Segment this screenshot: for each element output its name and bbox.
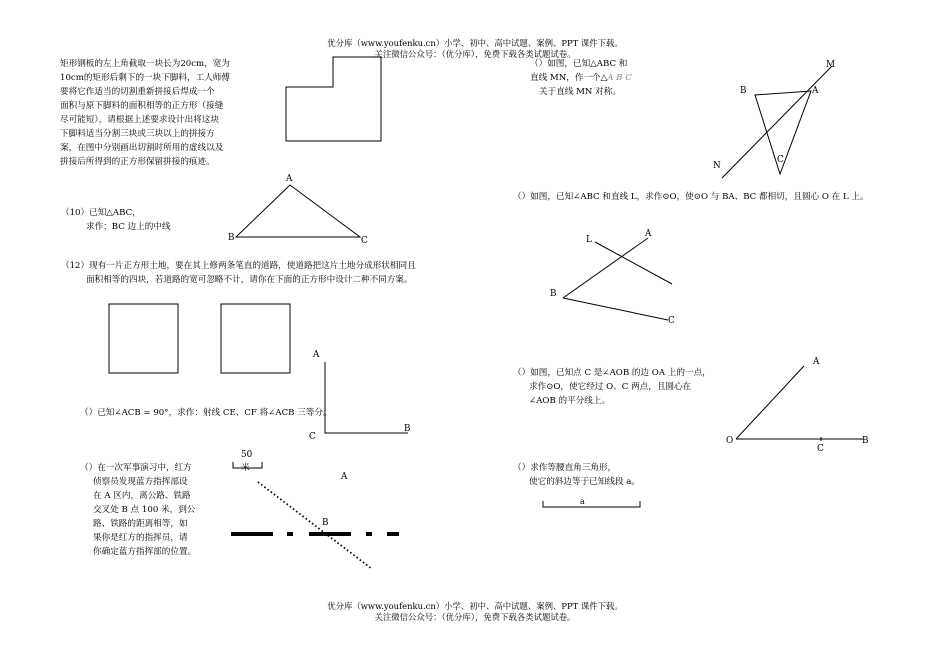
reflect-line-1: （）如图，已知△ABC 和 (530, 59, 628, 69)
railway-seg-5 (387, 532, 399, 536)
acb-label-a: A (313, 350, 320, 360)
reflect-label-c: C (777, 155, 784, 165)
reflect-line-2-prefix: 直线 MN，作一个△ (530, 73, 608, 83)
acb-label-b: B (404, 424, 411, 434)
q10-label-c: C (361, 236, 368, 246)
military-line-5: 路、铁路的距离相等，如 (93, 519, 188, 529)
circle-oc-label-a: A (813, 357, 820, 367)
steel-line-2: 10cm的矩形后剩下的一块下脚料，工人师傅 (60, 73, 230, 83)
steel-line-1: 矩形钢板的左上角截取一块长为20cm，宽为 (60, 59, 230, 69)
railway-seg-4 (366, 532, 372, 536)
q10-label-a: A (286, 174, 293, 184)
military-line-2: 侦察员发现蓝方指挥部设 (93, 477, 188, 487)
steel-line-6: 下脚料适当分割三块或三块以上的拼接方 (60, 129, 215, 139)
reflect-label-a: A (812, 86, 819, 96)
reflect-label-m: M (826, 60, 836, 70)
circle-oc-label-b: B (862, 436, 869, 446)
segment-a-label: a (580, 497, 585, 506)
circle-oc-line-2: 求作⊙O，使它经过 O、C 两点，且圆心在 (529, 382, 692, 392)
square-land-1 (109, 304, 178, 373)
military-line-6: 果你是红方的指挥员，请 (93, 533, 188, 543)
steel-line-3: 要将它作适当的切割重新拼接后焊成一个 (60, 87, 215, 97)
q12-line-2: 面积相等的四块，若道路的宽可忽略不计，请你在下面的正方形中设计二种不同方案。 (86, 275, 413, 285)
q12-line-1: （12）现有一片正方形土地，要在其上修两条笔直的道路，使道路把这片土地分成形状相同且 (61, 261, 416, 271)
railway-seg-2 (287, 532, 293, 536)
steel-line-8: 拼接后所得到的正方形保留拼接的痕迹。 (60, 157, 215, 167)
railway-seg-1 (231, 532, 273, 536)
header-line-1: 优分库（www.youfenku.cn）小学、初中、高中试题、案例、PPT 课件下载。 (327, 38, 623, 48)
tangent-label-b: B (550, 289, 557, 299)
footer-line-1: 优分库（www.youfenku.cn）小学、初中、高中试题、案例、PPT 课件下载。 (327, 601, 623, 611)
circle-oc-line-3: ∠AOB 的平分线上。 (529, 396, 611, 406)
acb-trisect-problem: （）已知∠ACB = 90°，求作：射线 CE、CF 将∠ACB 三等分。 (80, 408, 332, 418)
q10-triangle (236, 185, 360, 237)
square-land-2 (221, 304, 290, 373)
highway-dotted-line (258, 482, 372, 569)
q10-line-2: 求作：BC 边上的中线 (86, 222, 171, 232)
tangent-label-l: L (586, 235, 592, 245)
scale-unit: 米 (241, 463, 250, 473)
isosceles-line-1: （）求作等腰直角三角形， (513, 463, 617, 473)
scale-value: 50 (241, 450, 253, 460)
angle-acb (325, 362, 411, 434)
q10-label-b: B (228, 233, 235, 243)
steel-plate-shape (286, 57, 381, 141)
header-line-2: 关注微信公众号：（优分库），免费下载各类试题试卷。 (374, 49, 576, 59)
military-label-a: A (341, 472, 348, 482)
reflect-label-b: B (740, 86, 747, 96)
ray-bc (563, 298, 668, 320)
circle-oc-line-1: （）如图，已知点 C 是∠AOB 的边 OA 上的一点， (513, 368, 711, 378)
steel-line-5: 尽可能短），请根据上述要求设计出将这块 (60, 115, 219, 125)
tangent-label-c: C (668, 316, 675, 326)
acb-label-c: C (309, 432, 316, 442)
tangent-label-a: A (645, 229, 652, 239)
military-line-3: 在 A 区内，离公路、铁路 (93, 491, 191, 501)
segment-a (543, 501, 640, 507)
reflect-line-2-suffix: A B C (607, 73, 632, 83)
military-line-7: 你确定蓝方指挥部的位置。 (93, 547, 197, 557)
steel-line-4: 面积与原下脚料的面积相等的正方形（接缝 (60, 101, 224, 111)
railway-seg-3 (309, 532, 351, 536)
military-line-1: （）在一次军事演习中，红方 (80, 463, 192, 473)
reflect-line-3: 关于直线 MN 对称。 (539, 87, 621, 97)
ray-ba (563, 238, 648, 298)
circle-oc-label-o: O (726, 436, 734, 446)
q10-line-1: （10）已知△ABC， (61, 208, 141, 218)
circle-oc-label-c: C (817, 444, 824, 454)
reflect-label-n: N (713, 161, 721, 171)
railway-line (231, 532, 399, 536)
tangent-circle-problem: （）如图，已知∠ABC 和直线 L，求作⊙O，使⊙O 与 BA、BC 都相切，且圆心 O 在 L 上。 (513, 192, 869, 202)
footer-line-2: 关注微信公众号：（优分库），免费下载各类试题试卷。 (374, 612, 576, 622)
military-line-4: 交叉处 B 点 100 米，到公 (93, 505, 196, 515)
isosceles-line-2: 使它的斜边等于已知线段 a。 (529, 477, 640, 487)
ray-oa (736, 366, 804, 439)
military-label-b: B (322, 518, 329, 528)
steel-line-7: 案，在图中分别画出切割时所用的虚线以及 (60, 143, 224, 153)
